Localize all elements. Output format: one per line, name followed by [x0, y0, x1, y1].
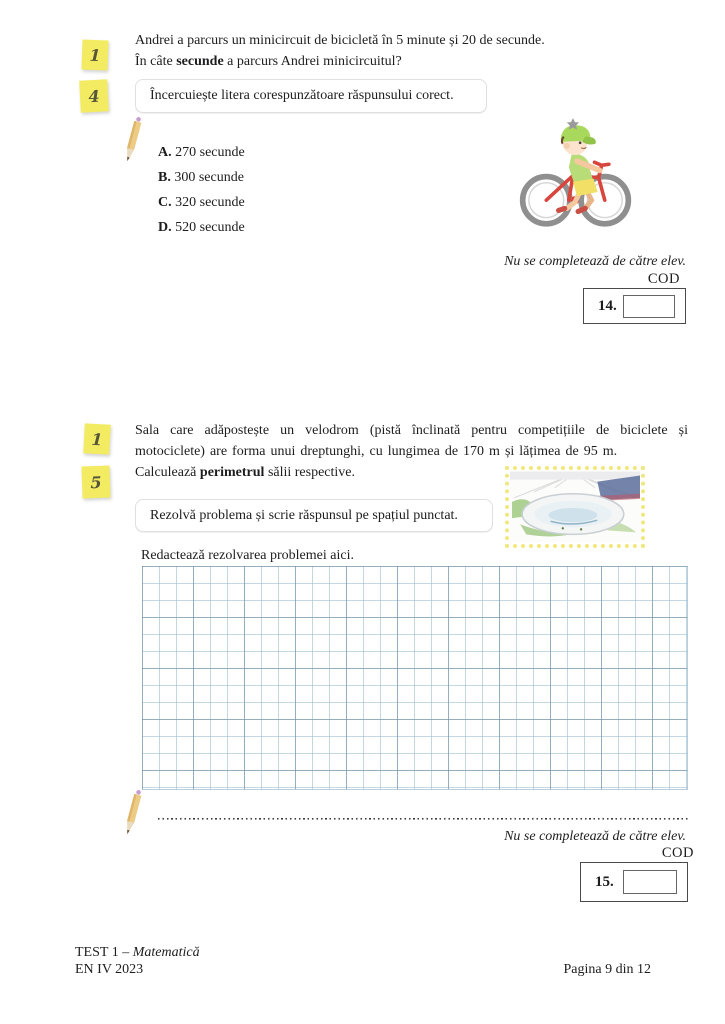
q15-statement-line2: motociclete) are forma unui dreptunghi, cu lungimea de 170 m și lățimea de 95 m.	[135, 444, 618, 459]
q15-code-entry-field[interactable]	[623, 870, 677, 894]
q15-code-box-number: 15.	[595, 873, 614, 890]
sticky-digit: 1	[89, 45, 101, 65]
footer-test-title	[75, 944, 200, 962]
sticky-note-q14-digit-4	[79, 79, 109, 112]
sticky-digit: 1	[90, 429, 104, 449]
q14-cod-label: COD	[647, 271, 680, 287]
q15-task-bold: perimetrul	[199, 465, 265, 480]
option-letter: C.	[158, 195, 172, 210]
q14-question-prefix: În câte	[135, 54, 177, 69]
q14-code-entry-field[interactable]	[623, 295, 675, 318]
option-text: 270 secunde	[175, 145, 245, 160]
footer-test-label: TEST 1 –	[75, 945, 133, 960]
q14-statement-line1: Andrei a parcurs un minicircuit de bicicletă în 5 minute și 20 de secunde.	[135, 33, 545, 48]
option-text: 320 secunde	[175, 195, 245, 210]
velodrome-photo	[505, 466, 645, 548]
pencil-icon	[118, 114, 148, 165]
q15-cod-label: COD	[661, 845, 694, 861]
footer-test-subject: Matematică	[132, 945, 200, 960]
footer-edition: EN IV 2023	[75, 962, 144, 977]
q14-options	[158, 140, 398, 240]
sticky-note-q15-digit-5	[81, 466, 110, 499]
q14-option-c[interactable]	[158, 190, 398, 215]
pencil-icon	[118, 787, 148, 838]
q15-task-prefix: Calculează	[135, 465, 200, 480]
option-letter: D.	[158, 220, 172, 235]
answer-dotted-line[interactable]	[158, 806, 688, 820]
sticky-digit: 5	[90, 472, 102, 492]
sticky-note-q14-digit-1	[81, 40, 108, 71]
q15-statement-line1: Sala care adăpostește un velodrom (pistă înclinată pentru competițiile de biciclete și	[135, 423, 688, 438]
q14-instruction-text: Încercuiește litera corespunzătoare răspunsului corect.	[150, 88, 454, 103]
q14-instruction-box	[135, 79, 487, 113]
sticky-note-q15-digit-1	[83, 423, 111, 454]
q15-examiner-note: Nu se completează de către elev.	[504, 829, 686, 844]
q15-code-box	[580, 862, 688, 902]
option-text: 300 secunde	[174, 170, 244, 185]
q14-examiner-note: Nu se completează de către elev.	[504, 254, 686, 269]
q15-workspace-label: Redactează rezolvarea problemei aici.	[141, 548, 354, 563]
q15-instruction-text: Rezolvă problema și scrie răspunsul pe spațiul punctat.	[150, 507, 458, 523]
solution-grid[interactable]	[142, 566, 688, 790]
footer-page-number: Pagina 9 din 12	[563, 962, 651, 977]
q14-question-suffix: a parcurs Andrei minicircuitul?	[223, 54, 402, 69]
q14-code-box	[583, 288, 686, 324]
q14-option-d[interactable]	[158, 215, 398, 240]
q15-task-suffix: sălii respective.	[264, 465, 356, 480]
q14-code-box-number: 14.	[598, 297, 617, 314]
q14-statement	[135, 30, 695, 72]
q15-instruction-box	[135, 499, 493, 532]
q14-question-bold: secunde	[176, 54, 224, 69]
option-text: 520 secunde	[175, 220, 245, 235]
option-letter: A.	[158, 145, 172, 160]
sticky-digit: 4	[87, 86, 101, 106]
option-letter: B.	[158, 170, 171, 185]
q14-question-line	[135, 51, 695, 72]
q14-option-b[interactable]	[158, 165, 398, 190]
q14-option-a[interactable]	[158, 140, 398, 165]
bicycle-rider-illustration	[512, 114, 638, 232]
